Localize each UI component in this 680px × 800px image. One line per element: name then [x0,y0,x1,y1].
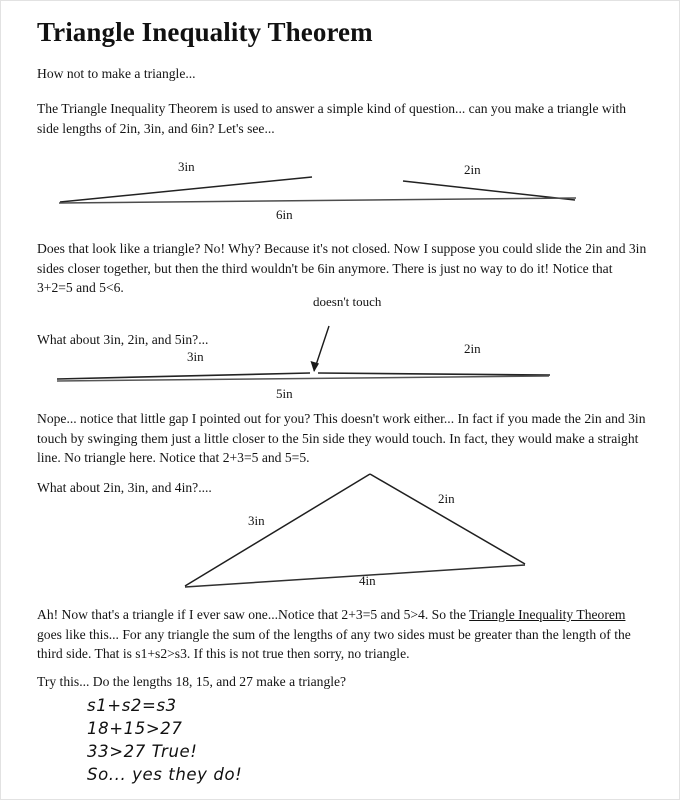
subtitle-text: How not to make a triangle... [37,66,196,81]
figure2-annotation-label: doesn't touch [313,294,382,309]
handwritten-answer-line-1: s1+s2=s3 [87,696,177,715]
figure2-base-label: 5in [276,386,293,401]
figure-valid-triangle [1,463,680,593]
figure2-callout-arrow-head [311,361,320,372]
figure1-left-label: 3in [178,159,195,174]
paragraph-after-figure2: Nope... notice that little gap I pointed out for you? This doesn't work either... In fact if you made the 2in and 3in touch by swinging them just a little closer to the 5in side they would touch. In fact, they would make a straight line. No triangle here. Notice that 2+3=5 and 5=5. [37,411,646,465]
intro-paragraph: The Triangle Inequality Theorem is used to answer a simple kind of question... can you make a triangle with side lengths of 2in, 3in, and 6in? Let's see... [37,101,627,136]
figure1-base-line [59,198,576,203]
paragraph-after-figure1: Does that look like a triangle? No! Why? Because it's not closed. Now I suppose you could slide the 2in and 3in sides closer together, but then the third wouldn't be 6in anymore. There is just no way to do it! Notice that 3+2=5 and 5<6. [37,241,647,295]
figure3-right-label: 2in [438,491,455,506]
figure2-right-side-line [318,373,550,375]
figure3-base-label: 4in [359,573,376,588]
handwritten-answer-line-4: So... yes they do! [87,765,243,784]
conclusion-paragraph [37,605,651,664]
figure1-right-label: 2in [464,162,481,177]
figure-open-triangle [1,151,680,226]
theorem-name-underlined: Triangle Inequality Theorem [469,607,626,622]
handwritten-answer-line-2: 18+15>27 [87,719,183,738]
figure2-right-label: 2in [464,341,481,356]
figure3-left-label: 3in [248,513,265,528]
figure2-left-label: 3in [187,349,204,364]
question-three: What about 2in, 3in, and 4in?.... [37,480,212,495]
figure3-base-line [185,565,525,587]
figure1-left-side-line [60,177,312,202]
figure-degenerate-triangle [1,293,680,401]
question-two: What about 3in, 2in, and 5in?... [37,332,209,347]
figure1-base-label: 6in [276,207,293,222]
conclusion-text-part-two: goes like this... For any triangle the sum of the lengths of any two sides must be greater than the length of the third side. That is s1+s2>s3. If this is not true then sorry, no triangle. [37,626,631,661]
figure3-right-side-line [370,474,525,564]
conclusion-text-part-one: Ah! Now that's a triangle if I ever saw one...Notice that 2+3=5 and 5>4. So the [37,607,470,622]
handwritten-answer-line-3: 33>27 True! [87,742,198,761]
figure3-left-side-line [185,474,370,586]
try-this-prompt: Try this... Do the lengths 18, 15, and 27 make a triangle? [37,674,347,689]
page-title: Triangle Inequality Theorem [37,17,373,47]
figure1-right-side-line [403,181,575,200]
